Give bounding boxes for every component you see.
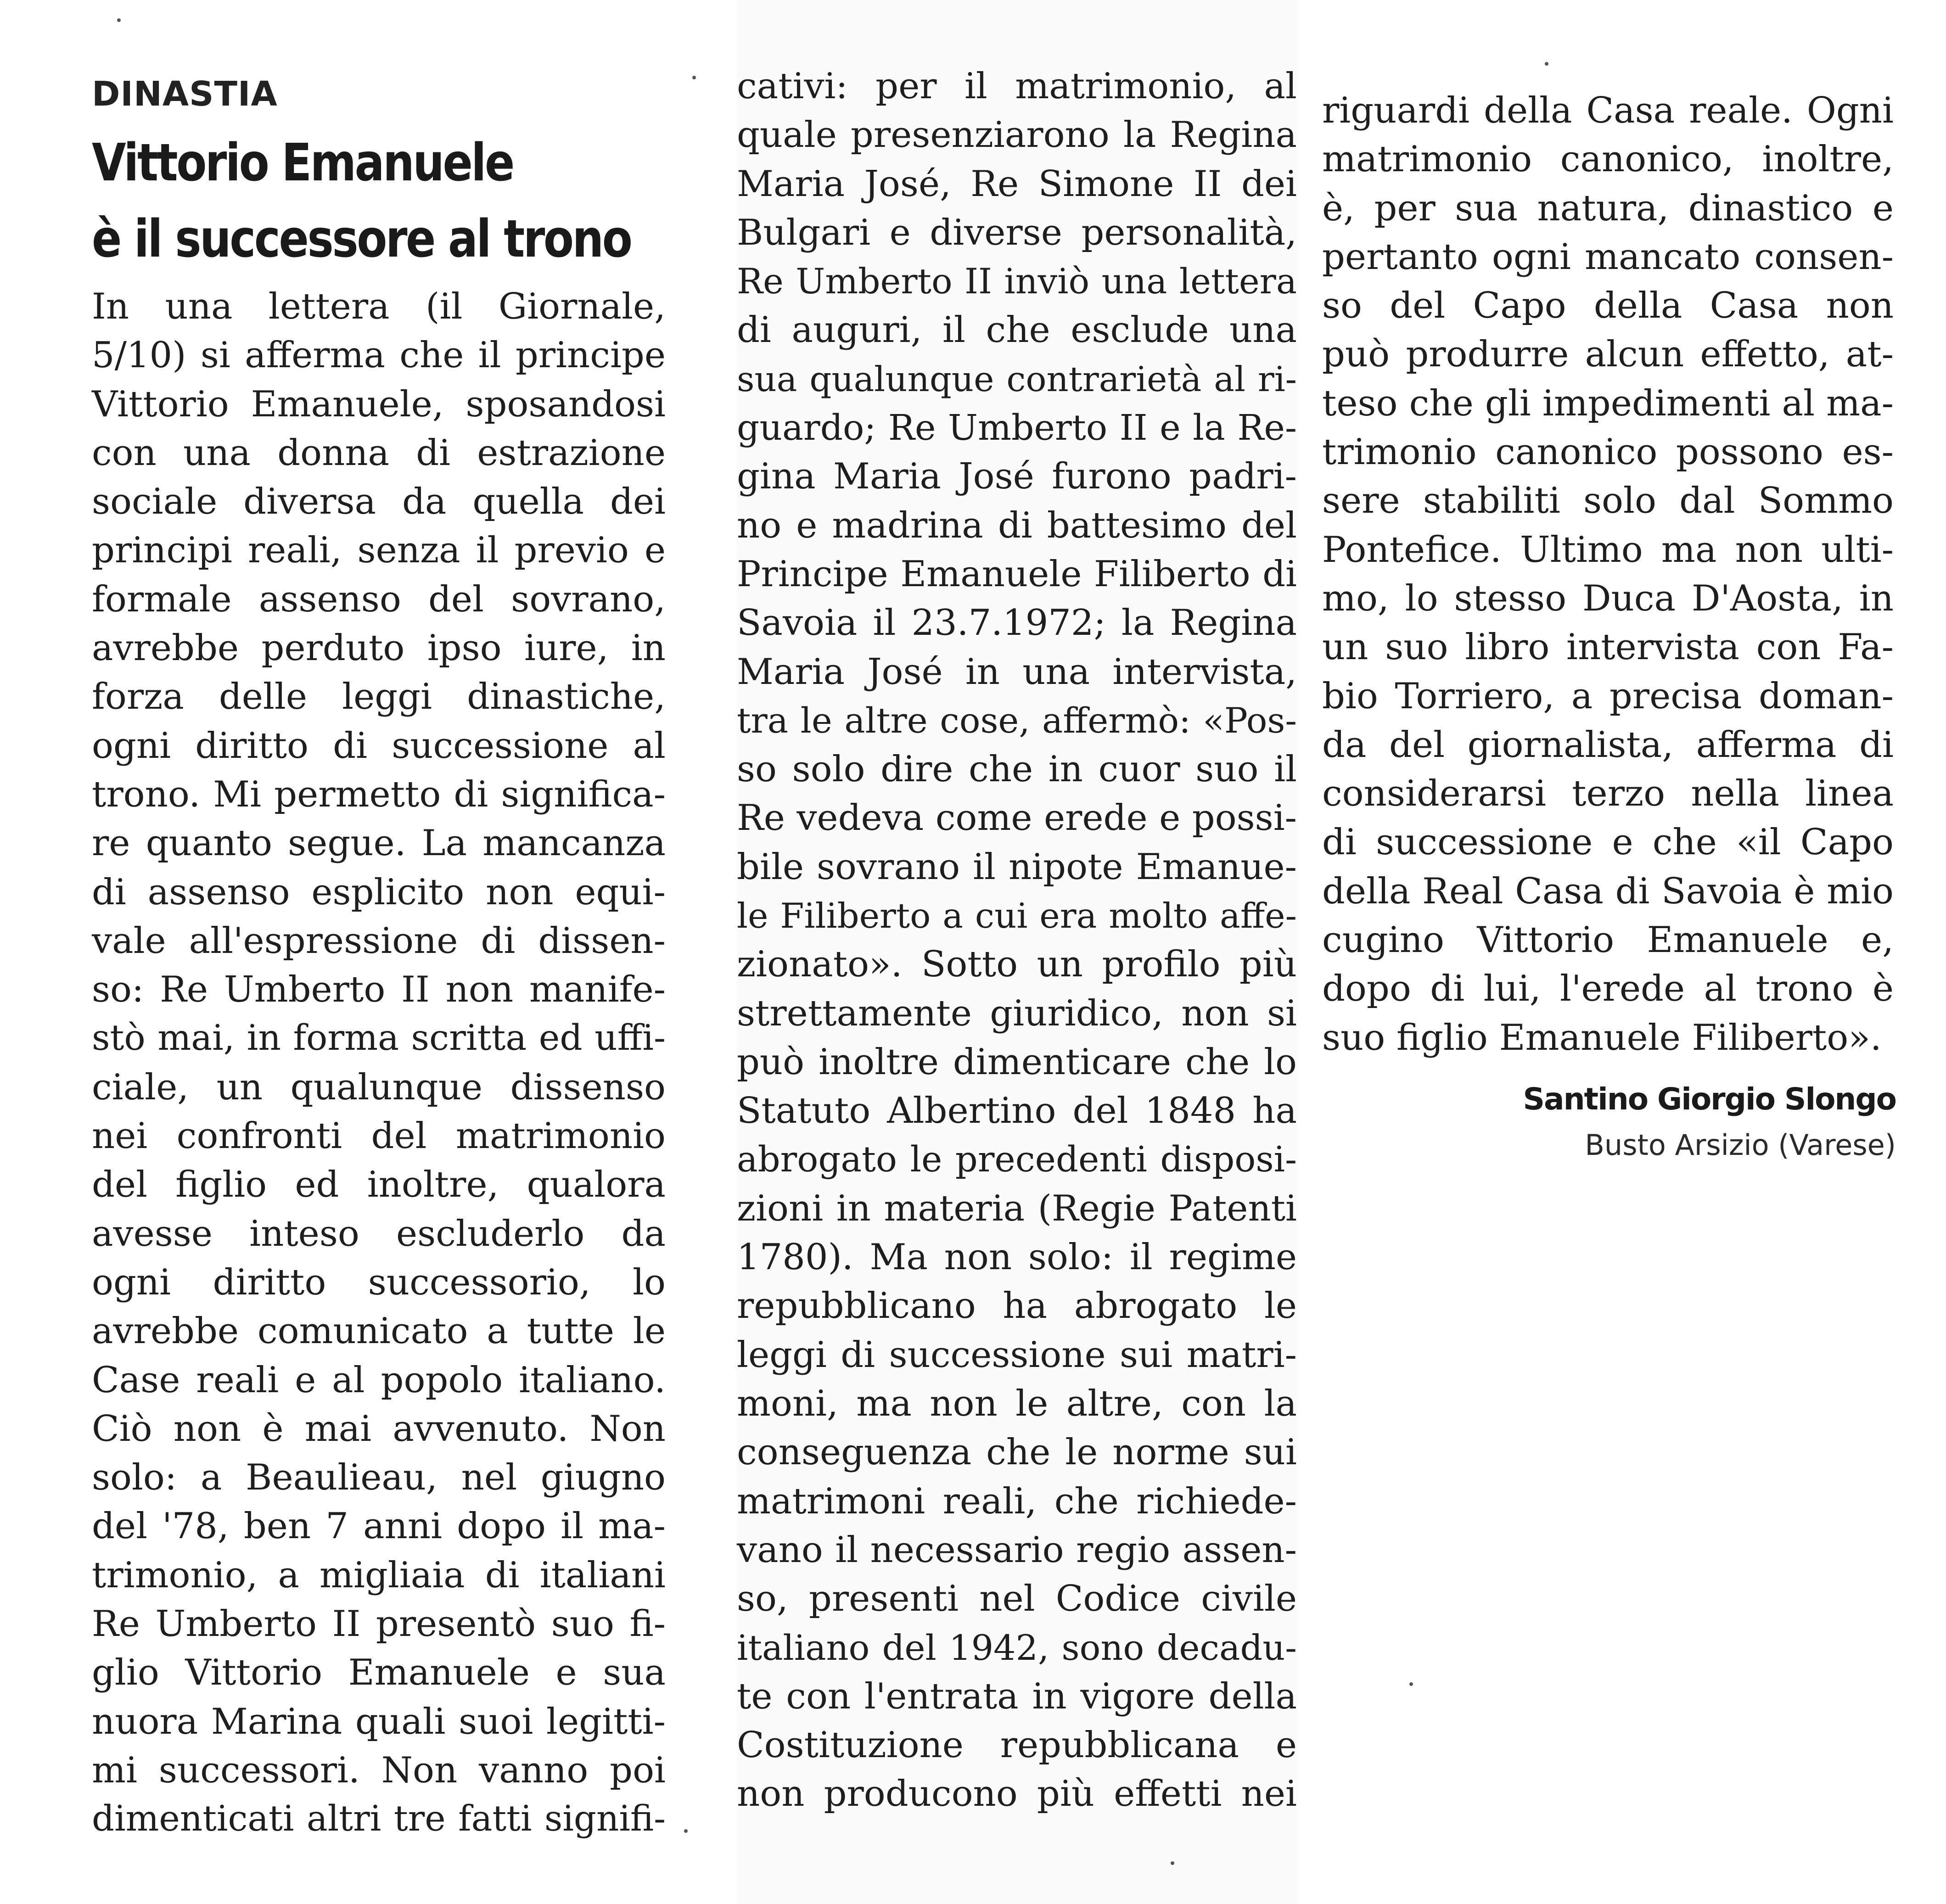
text-line: Costituzione repubblicana e xyxy=(737,1725,1297,1766)
text-line: strettamente giuridico, non si xyxy=(737,992,1297,1034)
section-kicker: DINASTIA xyxy=(92,74,278,114)
text-line: so solo dire che in cuor suo il xyxy=(737,749,1297,790)
text-line: trimonio, a migliaia di italiani xyxy=(92,1554,666,1596)
text-line: mi successori. Non vanno poi xyxy=(92,1749,666,1791)
text-line: abrogato le precedenti disposi- xyxy=(737,1139,1297,1180)
headline xyxy=(92,125,631,277)
scan-speck xyxy=(684,1829,688,1833)
author-name: Santino Giorgio Slongo xyxy=(1523,1081,1896,1117)
text-line: trono. Mi permetto di significa- xyxy=(92,773,666,815)
text-line: dopo di lui, l'erede al trono è xyxy=(1322,968,1894,1010)
text-line: può produrre alcun effetto, at- xyxy=(1322,334,1894,375)
text-line: con una donna di estrazione xyxy=(92,432,666,474)
text-line: forza delle leggi dinastiche, xyxy=(92,676,666,718)
text-line: ogni diritto successorio, lo xyxy=(92,1261,666,1303)
text-line: te con l'entrata in vigore della xyxy=(737,1675,1297,1717)
text-line: avrebbe comunicato a tutte le xyxy=(92,1310,666,1352)
text-line: gina Maria José furono padri- xyxy=(737,456,1297,498)
text-line: leggi di successione sui matri- xyxy=(737,1334,1297,1376)
text-line: stò mai, in forma scritta ed uffi- xyxy=(92,1018,666,1059)
text-line: moni, ma non le altre, con la xyxy=(737,1383,1297,1425)
text-line: 1780). Ma non solo: il regime xyxy=(737,1237,1297,1278)
text-line: solo: a Beaulieau, nel giugno xyxy=(92,1457,666,1499)
text-line: cativi: per il matrimonio, al xyxy=(737,66,1297,107)
text-line: può inoltre dimenticare che lo xyxy=(737,1041,1297,1083)
text-line: tra le altre cose, affermò: «Pos- xyxy=(737,700,1297,741)
text-line: Pontefice. Ultimo ma non ulti- xyxy=(1322,529,1894,571)
text-line: formale assenso del sovrano, xyxy=(92,578,666,620)
author-location: Busto Arsizio (Varese) xyxy=(1585,1128,1896,1162)
body-text-column-2 xyxy=(737,62,1297,1819)
text-line: sua qualunque contrarietà al ri- xyxy=(737,358,1297,399)
text-line: suo figlio Emanuele Filiberto». xyxy=(1322,1017,1882,1058)
text-line: Case reali e al popolo italiano. xyxy=(92,1359,666,1401)
text-line: Ciò non è mai avvenuto. Non xyxy=(92,1408,666,1450)
text-line: vano il necessario regio assen- xyxy=(737,1529,1297,1571)
text-line: matrimonio canonico, inoltre, xyxy=(1322,139,1894,180)
column-1 xyxy=(92,0,666,1904)
text-line: quale presenziarono la Regina xyxy=(737,114,1297,156)
text-line: Maria José in una intervista, xyxy=(737,651,1297,693)
text-line: pertanto ogni mancato consen- xyxy=(1322,236,1894,278)
text-line: sere stabiliti solo dal Sommo xyxy=(1322,480,1894,522)
text-line: dimenticati altri tre fatti signifi- xyxy=(92,1798,666,1840)
signature-block xyxy=(1523,1076,1896,1168)
text-line: In una lettera (il Giornale, xyxy=(92,286,666,327)
text-line: mo, lo stesso Duca D'Aosta, in xyxy=(1322,577,1894,619)
column-2 xyxy=(737,0,1297,1904)
text-line: bile sovrano il nipote Emanue- xyxy=(737,846,1297,888)
text-line: considerarsi terzo nella linea xyxy=(1322,773,1894,815)
text-line: italiano del 1942, sono decadu- xyxy=(737,1627,1297,1668)
text-line: conseguenza che le norme sui xyxy=(737,1432,1297,1473)
text-line: glio Vittorio Emanuele e sua xyxy=(92,1652,666,1694)
headline-line: Vittorio Emanuele xyxy=(92,133,513,193)
text-line: nei confronti del matrimonio xyxy=(92,1115,666,1157)
text-line: Statuto Albertino del 1848 ha xyxy=(737,1090,1297,1132)
scan-speck xyxy=(1171,1861,1174,1865)
text-line: trimonio canonico possono es- xyxy=(1322,431,1894,473)
text-line: non producono più effetti nei xyxy=(737,1773,1297,1815)
text-line: Vittorio Emanuele, sposandosi xyxy=(92,383,666,425)
scan-speck xyxy=(1409,1682,1413,1686)
text-line: Maria José, Re Simone II dei xyxy=(737,163,1297,205)
text-line: di auguri, il che esclude una xyxy=(737,309,1297,351)
headline-line: è il successore al trono xyxy=(92,209,631,269)
scan-speck xyxy=(692,76,696,79)
body-text-column-3 xyxy=(1322,86,1894,1062)
text-line: riguardi della Casa reale. Ogni xyxy=(1322,90,1894,131)
text-line: principi reali, senza il previo e xyxy=(92,530,666,571)
text-line: un suo libro intervista con Fa- xyxy=(1322,627,1894,668)
text-line: matrimoni reali, che richiede- xyxy=(737,1480,1297,1522)
scan-speck xyxy=(117,18,121,22)
text-line: repubblicano ha abrogato le xyxy=(737,1285,1297,1327)
text-line: 5/10) si afferma che il principe xyxy=(92,335,666,376)
text-line: ciale, un qualunque dissenso xyxy=(92,1066,666,1108)
text-line: so del Capo della Casa non xyxy=(1322,285,1894,327)
text-line: le Filiberto a cui era molto affe- xyxy=(737,896,1297,936)
text-line: della Real Casa di Savoia è mio xyxy=(1322,870,1894,912)
body-text-column-1 xyxy=(92,282,666,1844)
text-line: zioni in materia (Regie Patenti xyxy=(737,1187,1297,1229)
text-line: zionato». Sotto un profilo più xyxy=(737,944,1297,986)
text-line: Bulgari e diverse personalità, xyxy=(737,212,1297,253)
text-line: del figlio ed inoltre, qualora xyxy=(92,1164,666,1206)
text-line: avrebbe perduto ipso iure, in xyxy=(92,627,666,669)
text-line: Principe Emanuele Filiberto di xyxy=(737,553,1297,595)
text-line: so, presenti nel Codice civile xyxy=(737,1578,1297,1620)
text-line: da del giornalista, afferma di xyxy=(1322,724,1894,766)
text-line: di assenso esplicito non equi- xyxy=(92,871,666,913)
text-line: ogni diritto di successione al xyxy=(92,725,666,767)
text-line: Re Umberto II inviò una lettera xyxy=(737,261,1297,302)
text-line: avesse inteso escluderlo da xyxy=(92,1213,666,1254)
text-line: Re vedeva come erede e possi- xyxy=(737,797,1297,839)
text-line: no e madrina di battesimo del xyxy=(737,504,1297,546)
text-line: bio Torriero, a precisa doman- xyxy=(1322,675,1894,717)
text-line: guardo; Re Umberto II e la Re- xyxy=(737,407,1297,449)
text-line: sociale diversa da quella dei xyxy=(92,481,666,523)
text-line: Re Umberto II presentò suo fi- xyxy=(92,1603,666,1645)
text-line: re quanto segue. La mancanza xyxy=(92,823,666,864)
text-line: so: Re Umberto II non manife- xyxy=(92,969,666,1011)
text-line: Savoia il 23.7.1972; la Regina xyxy=(737,602,1297,644)
text-line: è, per sua natura, dinastico e xyxy=(1322,187,1894,229)
text-line: del '78, ben 7 anni dopo il ma- xyxy=(92,1506,666,1547)
scan-speck xyxy=(1545,62,1548,66)
column-3 xyxy=(1322,0,1896,1904)
text-line: vale all'espressione di dissen- xyxy=(92,920,666,962)
text-line: di successione e che «il Capo xyxy=(1322,822,1894,863)
text-line: teso che gli impedimenti al ma- xyxy=(1322,382,1894,424)
text-line: nuora Marina quali suoi legitti- xyxy=(92,1701,666,1742)
text-line: cugino Vittorio Emanuele e, xyxy=(1322,919,1894,961)
